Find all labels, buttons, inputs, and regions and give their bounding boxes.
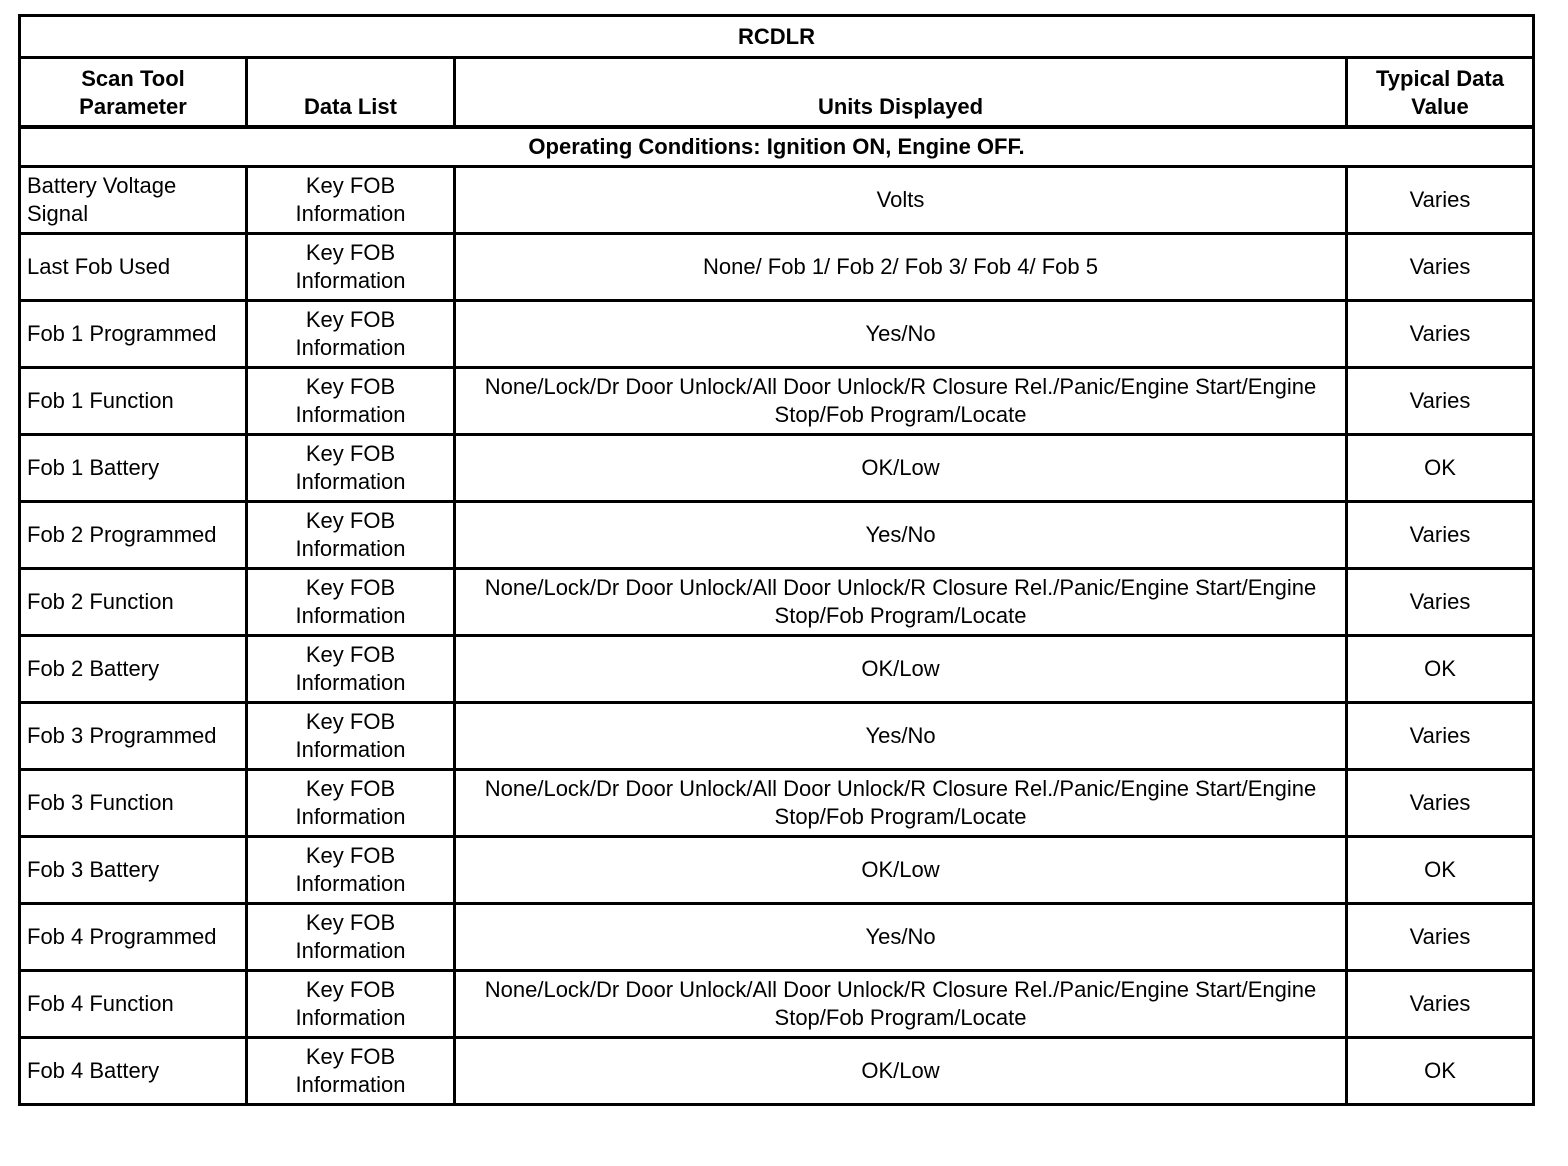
table-row xyxy=(20,703,1534,770)
cell-typical-value: OK xyxy=(1347,1038,1534,1105)
cell-data-list: Key FOB Information xyxy=(247,569,455,636)
cell-data-list: Key FOB Information xyxy=(247,770,455,837)
cell-data-list: Key FOB Information xyxy=(247,435,455,502)
cell-parameter: Fob 4 Function xyxy=(20,971,247,1038)
cell-typical-value: Varies xyxy=(1347,904,1534,971)
cell-typical-value: OK xyxy=(1347,837,1534,904)
cell-units: OK/Low xyxy=(455,1038,1347,1105)
header-data-list: Data List xyxy=(247,58,455,128)
table-row xyxy=(20,636,1534,703)
cell-data-list: Key FOB Information xyxy=(247,234,455,301)
cell-units: Yes/No xyxy=(455,703,1347,770)
cell-parameter: Fob 2 Function xyxy=(20,569,247,636)
cell-data-list: Key FOB Information xyxy=(247,502,455,569)
cell-data-list: Key FOB Information xyxy=(247,167,455,234)
cell-parameter: Fob 3 Function xyxy=(20,770,247,837)
table-row xyxy=(20,1038,1534,1105)
cell-units: OK/Low xyxy=(455,435,1347,502)
cell-units: OK/Low xyxy=(455,636,1347,703)
cell-typical-value: Varies xyxy=(1347,234,1534,301)
cell-data-list: Key FOB Information xyxy=(247,971,455,1038)
cell-typical-value: Varies xyxy=(1347,569,1534,636)
cell-data-list: Key FOB Information xyxy=(247,636,455,703)
cell-data-list: Key FOB Information xyxy=(247,904,455,971)
table-title: RCDLR xyxy=(20,16,1534,58)
cell-units: Yes/No xyxy=(455,502,1347,569)
table-row xyxy=(20,904,1534,971)
table-row xyxy=(20,971,1534,1038)
cell-typical-value: Varies xyxy=(1347,703,1534,770)
cell-typical-value: Varies xyxy=(1347,368,1534,435)
operating-conditions: Operating Conditions: Ignition ON, Engine OFF. xyxy=(20,127,1534,167)
header-units-displayed: Units Displayed xyxy=(455,58,1347,128)
table-row xyxy=(20,234,1534,301)
table-row xyxy=(20,301,1534,368)
cell-data-list: Key FOB Information xyxy=(247,703,455,770)
cell-units: None/ Fob 1/ Fob 2/ Fob 3/ Fob 4/ Fob 5 xyxy=(455,234,1347,301)
table-row xyxy=(20,569,1534,636)
cell-parameter: Fob 4 Programmed xyxy=(20,904,247,971)
table-row xyxy=(20,837,1534,904)
cell-units: Yes/No xyxy=(455,301,1347,368)
table-row xyxy=(20,502,1534,569)
rcdlr-data-table xyxy=(18,14,1535,1106)
cell-units: None/Lock/Dr Door Unlock/All Door Unlock/R Closure Rel./Panic/Engine Start/Engine Stop/Fob Program/Locate xyxy=(455,770,1347,837)
cell-parameter: Fob 1 Battery xyxy=(20,435,247,502)
cell-parameter: Fob 4 Battery xyxy=(20,1038,247,1105)
cell-parameter: Last Fob Used xyxy=(20,234,247,301)
cell-units: Volts xyxy=(455,167,1347,234)
cell-typical-value: Varies xyxy=(1347,502,1534,569)
cell-units: Yes/No xyxy=(455,904,1347,971)
table-row xyxy=(20,435,1534,502)
cell-units: None/Lock/Dr Door Unlock/All Door Unlock/R Closure Rel./Panic/Engine Start/Engine Stop/Fob Program/Locate xyxy=(455,971,1347,1038)
table-row xyxy=(20,167,1534,234)
cell-units: None/Lock/Dr Door Unlock/All Door Unlock/R Closure Rel./Panic/Engine Start/Engine Stop/Fob Program/Locate xyxy=(455,368,1347,435)
cell-typical-value: Varies xyxy=(1347,167,1534,234)
cell-parameter: Fob 2 Battery xyxy=(20,636,247,703)
cell-parameter: Fob 3 Programmed xyxy=(20,703,247,770)
cell-parameter: Fob 1 Function xyxy=(20,368,247,435)
cell-data-list: Key FOB Information xyxy=(247,301,455,368)
cell-typical-value: OK xyxy=(1347,435,1534,502)
table-row xyxy=(20,770,1534,837)
cell-units: None/Lock/Dr Door Unlock/All Door Unlock/R Closure Rel./Panic/Engine Start/Engine Stop/Fob Program/Locate xyxy=(455,569,1347,636)
cell-data-list: Key FOB Information xyxy=(247,368,455,435)
table-row xyxy=(20,368,1534,435)
cell-typical-value: Varies xyxy=(1347,770,1534,837)
cell-typical-value: Varies xyxy=(1347,971,1534,1038)
header-typical-data-value: Typical Data Value xyxy=(1347,58,1534,128)
cell-parameter: Fob 2 Programmed xyxy=(20,502,247,569)
cell-parameter: Battery Voltage Signal xyxy=(20,167,247,234)
cell-parameter: Fob 1 Programmed xyxy=(20,301,247,368)
cell-units: OK/Low xyxy=(455,837,1347,904)
cell-typical-value: OK xyxy=(1347,636,1534,703)
cell-typical-value: Varies xyxy=(1347,301,1534,368)
cell-parameter: Fob 3 Battery xyxy=(20,837,247,904)
cell-data-list: Key FOB Information xyxy=(247,837,455,904)
cell-data-list: Key FOB Information xyxy=(247,1038,455,1105)
header-scan-tool-parameter: Scan Tool Parameter xyxy=(20,58,247,128)
